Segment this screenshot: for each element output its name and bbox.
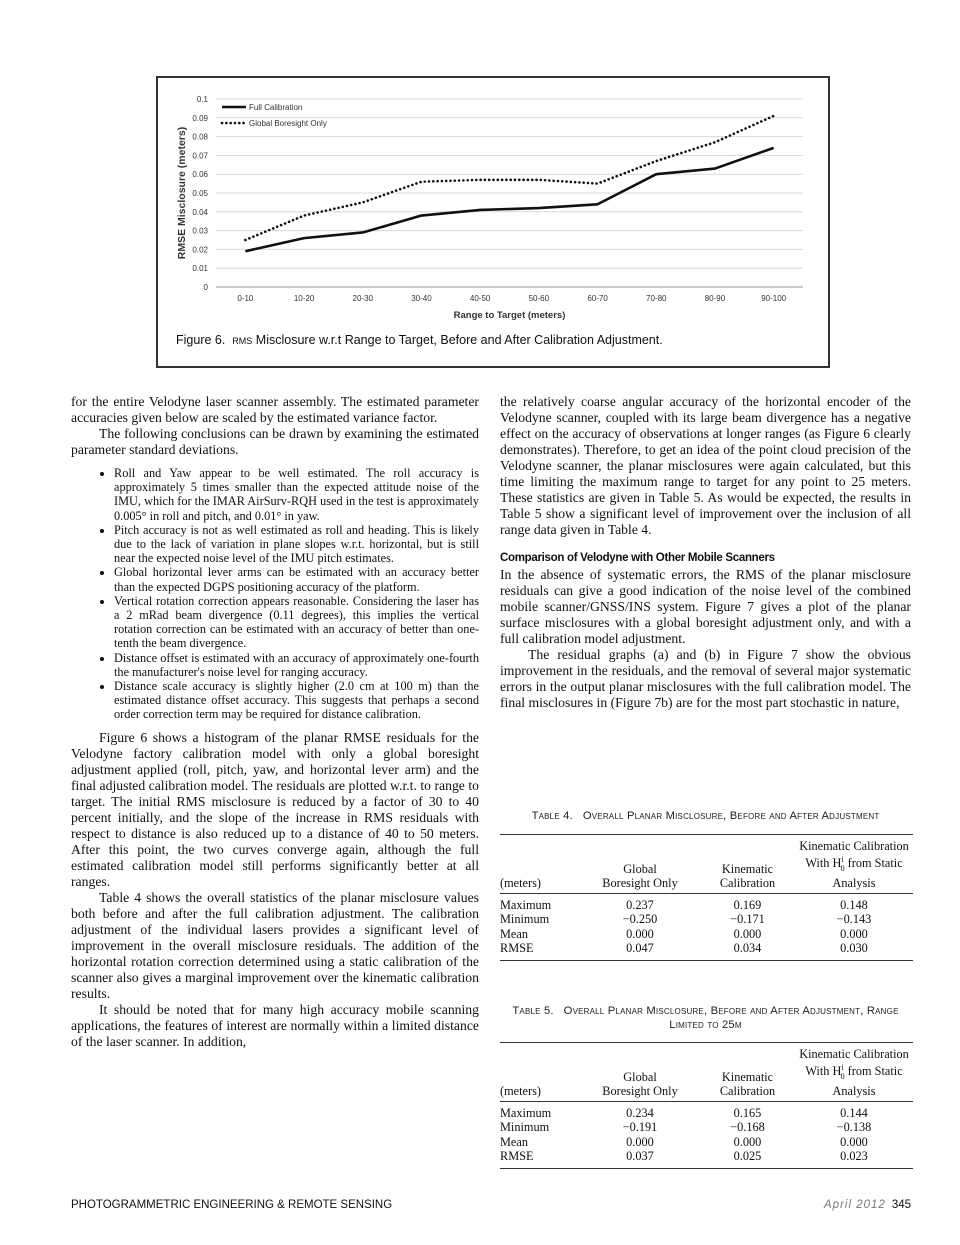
cell: 0.025: [733, 1148, 762, 1163]
issue-date: April 2012: [824, 1199, 886, 1211]
table-4-caption: Table 4. Overall Planar Misclosure, Before and After Adjustment: [531, 810, 880, 822]
x-tick-label: 40-50: [469, 294, 491, 303]
cell: 0.144: [840, 1106, 868, 1121]
table-row: [500, 1135, 913, 1149]
y-tick-label: 0.04: [192, 207, 208, 217]
col-header: Kinematic Calibration With $H^i_0$ from Static Analysis: [795, 835, 913, 894]
list-item: • Distance scale accuracy is slightly higher (2.0 cm at 100 m) than the estimated distance offset accuracy. This suggests that perhaps a second order correction term may be required for distance calibration.: [114, 679, 479, 722]
y-tick-label: 0.07: [192, 151, 208, 161]
table-5-caption: Table 5. Overall Planar Misclosure, Before and After Adjustment, Range Limited to 25m: [512, 1005, 899, 1031]
table-row: [500, 927, 913, 941]
paragraph: In the absence of systematic errors, the RMS of the planar misclosure residuals can give a good indication of the noise level of the combined mobile scanner/GNSS/INS system. Figure 7 gives a plot of the planar surface misclosures with a global boresight adjustment only, and with a full calibration model adjustment.: [500, 567, 911, 646]
cell: −0.143: [836, 912, 872, 927]
list-item: • Pitch accuracy is not as well estimated as roll and heading. This is likely due to the lack of variation in plane slopes w.r.t. horizontal, but is still near the expected noise level of the IMU pitch estimates.: [114, 523, 479, 566]
x-tick-label: 0-10: [237, 294, 254, 303]
series-line-global-boresight: [245, 116, 773, 240]
x-tick-label: 60-70: [587, 294, 608, 303]
cell: −0.168: [730, 1120, 765, 1135]
x-tick-label: 50-60: [528, 294, 550, 303]
cell: 0.023: [840, 1148, 868, 1163]
cell: 0.000: [626, 926, 654, 941]
figure-6-chart: [158, 78, 824, 324]
x-tick-label: 90-100: [761, 294, 787, 303]
list-item: • Distance offset is estimated with an accuracy of approximately one-fourth the manufacturer's noise level for ranging accuracy.: [114, 651, 479, 679]
paragraph: the relatively coarse angular accuracy of the horizontal encoder of the Velodyne scanner, coupled with its large beam divergence has a negative effect on the accuracy of observations at longer ranges (as Figure 6 clearly demonstrates). Therefore, to get an idea of the point cloud precision of the Velodyne scanner, the planar misclosures were again calculated, but this time limiting the maximum range to target for any point to 25 meters. These statistics are given in Table 5. As would be expected, the results in Table 5 show a significant level of improvement over the inclusion of all range data given in Table 4.: [500, 394, 911, 537]
paragraph: for the entire Velodyne laser scanner assembly. The estimated parameter accuracies given below are scaled by the estimated variance factor.: [71, 394, 479, 425]
series-line-full-calibration: [245, 148, 773, 251]
y-axis-title: RMSE Misclosure (meters): [176, 126, 188, 260]
cell: 0.000: [733, 926, 762, 941]
x-tick-label: 20-30: [352, 294, 373, 303]
x-tick-label: 10-20: [293, 294, 315, 303]
table-header-row: [500, 835, 913, 894]
page-info: [760, 1199, 911, 1211]
cell: 0.037: [626, 1148, 654, 1163]
cell: −0.171: [730, 912, 765, 927]
col-header: Global Boresight Only: [580, 835, 700, 894]
cell: 0.000: [733, 1134, 762, 1149]
y-tick-label: 0.05: [192, 189, 208, 198]
y-tick-label: 0.02: [192, 245, 208, 255]
list-item: • Global horizontal lever arms can be estimated with an accuracy better than the expected DGPS positioning accuracy of the platform.: [114, 565, 479, 593]
col-header: Kinematic Calibration: [700, 835, 795, 894]
right-column: [500, 394, 911, 711]
left-column: [71, 394, 479, 1050]
legend-label: Full Calibration: [249, 103, 303, 112]
y-tick-label: 0.01: [192, 264, 208, 274]
cell: 0.237: [626, 898, 654, 913]
cell: 0.047: [626, 940, 654, 955]
table-5: [500, 1042, 913, 1169]
figure-6-caption: Figure 6. rms Misclosure w.r.t Range to Target, Before and After Calibration Adjustment.: [176, 333, 663, 347]
table-row: [500, 941, 913, 960]
cell: 0.030: [840, 940, 868, 955]
journal-name: PHOTOGRAMMETRIC ENGINEERING & REMOTE SENSING: [71, 1199, 393, 1211]
x-axis-title: Range to Target (meters): [453, 310, 566, 321]
cell: 0.169: [733, 898, 762, 913]
cell: 0.000: [840, 1134, 868, 1149]
y-tick-label: 0.06: [192, 170, 208, 180]
table-4: [500, 834, 913, 961]
paragraph: The residual graphs (a) and (b) in Figure 7 show the obvious improvement in the residuals, and the removal of several major systematic errors in the output planar misclosures with the full calibration model. The final misclosures in (Figure 7b) are for the most part stochastic in nature,: [500, 647, 911, 710]
y-tick-label: 0.09: [192, 113, 208, 123]
cell: 0.034: [733, 940, 762, 955]
table-header-row: [500, 1043, 913, 1102]
table-row: [500, 894, 913, 913]
x-tick-label: 30-40: [411, 294, 432, 303]
table-row: [500, 1102, 913, 1121]
y-tick-label: 0.1: [196, 95, 208, 104]
x-tick-label: 80-90: [704, 294, 726, 303]
legend-label: Global Boresight Only: [249, 119, 327, 128]
cell: Mean: [500, 926, 528, 941]
col-header: Kinematic Calibration With $H^i_0$ from Static Analysis: [795, 1043, 913, 1102]
cell: −0.138: [836, 1120, 872, 1135]
col-header: Kinematic Calibration: [700, 1043, 795, 1102]
section-heading: Comparison of Velodyne with Other Mobile Scanners: [500, 552, 775, 564]
paragraph: Table 4 shows the overall statistics of the planar misclosure values both before and after the full calibration adjustment. The calibration adjustment of the individual lasers provides a significant level of improvement in the overall misclosure residuals. The addition of the horizontal rotation correction determined using a static calibration of the scanner also gives a marginal improvement over the kinematic calibration results.: [71, 889, 479, 1001]
y-tick-label: 0.03: [192, 226, 208, 236]
table-row: [500, 1149, 913, 1168]
y-tick-label: 0: [203, 283, 208, 292]
list-item: • Vertical rotation correction appears reasonable. Considering the laser has a 2 mRad beam divergence (0.11 degrees), this implies the vertical rotation correction can be estimated with an accuracy of better than one-tenth the beam divergence.: [114, 594, 479, 651]
cell: Maximum: [500, 1106, 552, 1121]
page-number: 345: [891, 1199, 911, 1211]
cell: RMSE: [500, 940, 534, 955]
cell: −0.250: [622, 912, 658, 927]
cell: RMSE: [500, 1148, 534, 1163]
cell: 0.234: [626, 1106, 654, 1121]
cell: 0.000: [840, 926, 868, 941]
paragraph: The following conclusions can be drawn by examining the estimated parameter standard deviations.: [71, 426, 479, 457]
col-header: (meters): [500, 835, 580, 894]
cell: −0.191: [622, 1120, 658, 1135]
paragraph: It should be noted that for many high accuracy mobile scanning applications, the features of interest are normally within a limited distance of the laser scanner. In addition,: [71, 1001, 479, 1049]
cell: Minimum: [500, 1120, 550, 1135]
y-tick-label: 0.08: [192, 132, 208, 142]
conclusions-list: [71, 466, 479, 722]
paragraph: Figure 6 shows a histogram of the planar RMSE residuals for the Velodyne factory calibration model with only a global boresight adjustment applied (roll, pitch, yaw, and horizontal lever arm) and the final adjusted calibration model. The residuals are plotted w.r.t. to range to target. The initial RMS misclosure is reduced by a factor of 30 to 40 percent initially, and the slope of the increase in RMS residuals with respect to distance is also reduced up to a distance of 40 to 50 meters. After this point, the two curves converge again, although the full estimated calibration model still performs significantly better at all ranges.: [71, 729, 479, 889]
cell: 0.148: [840, 898, 868, 913]
cell: 0.000: [626, 1134, 654, 1149]
table-row: [500, 1120, 913, 1134]
list-item: • Roll and Yaw appear to be well estimated. The roll accuracy is approximately 5 times smaller than the expected attitude noise of the IMU, which for the IMAR AirSurv-RQH used in the test is approximately 0.005° in roll and pitch, and 0.01° in yaw.: [114, 466, 479, 523]
x-tick-label: 70-80: [646, 294, 667, 303]
table-row: [500, 912, 913, 926]
cell: Maximum: [500, 898, 552, 913]
cell: Mean: [500, 1134, 528, 1149]
col-header: Global Boresight Only: [580, 1043, 700, 1102]
cell: 0.165: [733, 1106, 762, 1121]
cell: Minimum: [500, 912, 550, 927]
col-header: (meters): [500, 1043, 580, 1102]
